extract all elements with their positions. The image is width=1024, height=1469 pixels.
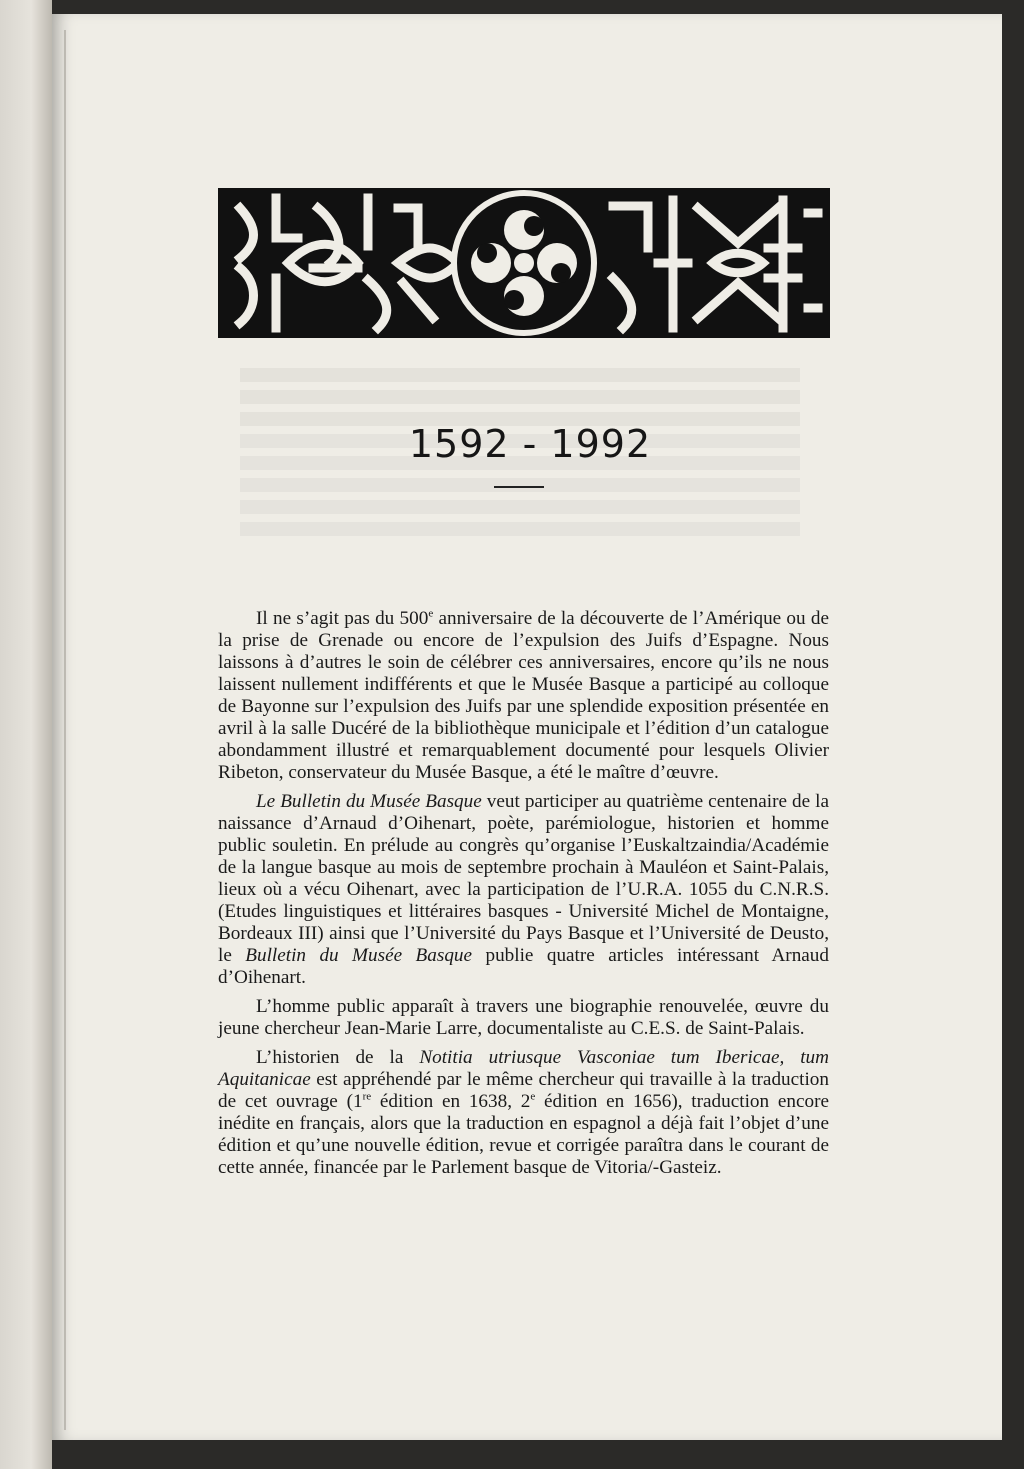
italic-title: Notitia utriusque Vasconiae tum Ibericae, tum Aquitanicae xyxy=(218,1047,829,1090)
superscript: e xyxy=(428,607,434,620)
superscript: e xyxy=(530,1090,536,1103)
facing-page-edge xyxy=(0,0,52,1469)
text-run: L’homme public apparaît à travers une biographie renouvelée, œuvre du jeune chercheur Jean-Marie Larre, documentaliste au C.E.S. de Saint-Palais. xyxy=(218,996,829,1039)
text-run: publie quatre articles intéressant Arnaud d’Oihenart. xyxy=(218,945,829,988)
superscript: re xyxy=(362,1090,372,1103)
text-run: est appréhendé par le même chercheur qui travaille à la traduction de cet ouvrage (1 xyxy=(218,1069,829,1112)
paragraph xyxy=(218,996,829,1040)
paragraph xyxy=(218,1047,829,1179)
paragraph xyxy=(218,791,829,989)
title-rule xyxy=(494,486,544,488)
page-title: 1592 - 1992 xyxy=(408,422,652,466)
page-gutter xyxy=(64,30,66,1430)
text-run: édition en 1638, 2 xyxy=(371,1091,531,1112)
basque-ornament-banner xyxy=(218,188,830,338)
italic-title: Bulletin du Musée Basque xyxy=(245,945,473,966)
body-text xyxy=(218,608,829,1186)
text-run: anniversaire de la découverte de l’Amérique ou de la prise de Grenade ou encore de l’expulsion des Juifs d’Espagne. Nous laissons à d’autres le soin de célébrer ces anniversaires, encore qu’ils ne nous laissent nullement indifférents et que le Musée Basque a participé au colloque de Bayonne sur l’expulsion des Juifs par une splendide exposition présentée en avril à la salle Ducéré de la bibliothèque municipale et l’édition d’un catalogue abondamment illustré et remarquablement documenté pour lesquels Olivier Ribeton, conservateur du Musée Basque, a été le maître d’œuvre. xyxy=(218,608,829,783)
lauburu-frieze-icon xyxy=(218,188,830,338)
text-run: veut participer au quatrième centenaire de la naissance d’Arnaud d’Oihenart, poète, parémiologue, historien et homme public souletin. En prélude au congrès qu’organise l’Euskaltzaindia/Académie de la langue basque au mois de septembre prochain à Mauléon et Saint-Palais, lieux où a vécu Oihenart, avec la participation de l’U.R.A. 1055 du C.N.R.S. (Etudes linguistiques et littéraires basques - Université Michel de Montaigne, Bordeaux III) ainsi que l’Université du Pays Basque et l’Université de Deusto, le xyxy=(218,791,829,966)
italic-title: Le Bulletin du Musée Basque xyxy=(256,791,482,812)
text-run: édition en 1656), traduction encore inédite en français, alors que la traduction en espagnol a déjà fait l’objet d’une édition et qu’une nouvelle édition, revue et corrigée paraîtra dans le courant de cette année, financée par le Parlement basque de Vitoria/-Gasteiz. xyxy=(218,1091,829,1178)
text-run: Il ne s’agit pas du 500 xyxy=(256,608,429,629)
paragraph xyxy=(218,608,829,784)
text-run: L’historien de la xyxy=(256,1047,420,1068)
